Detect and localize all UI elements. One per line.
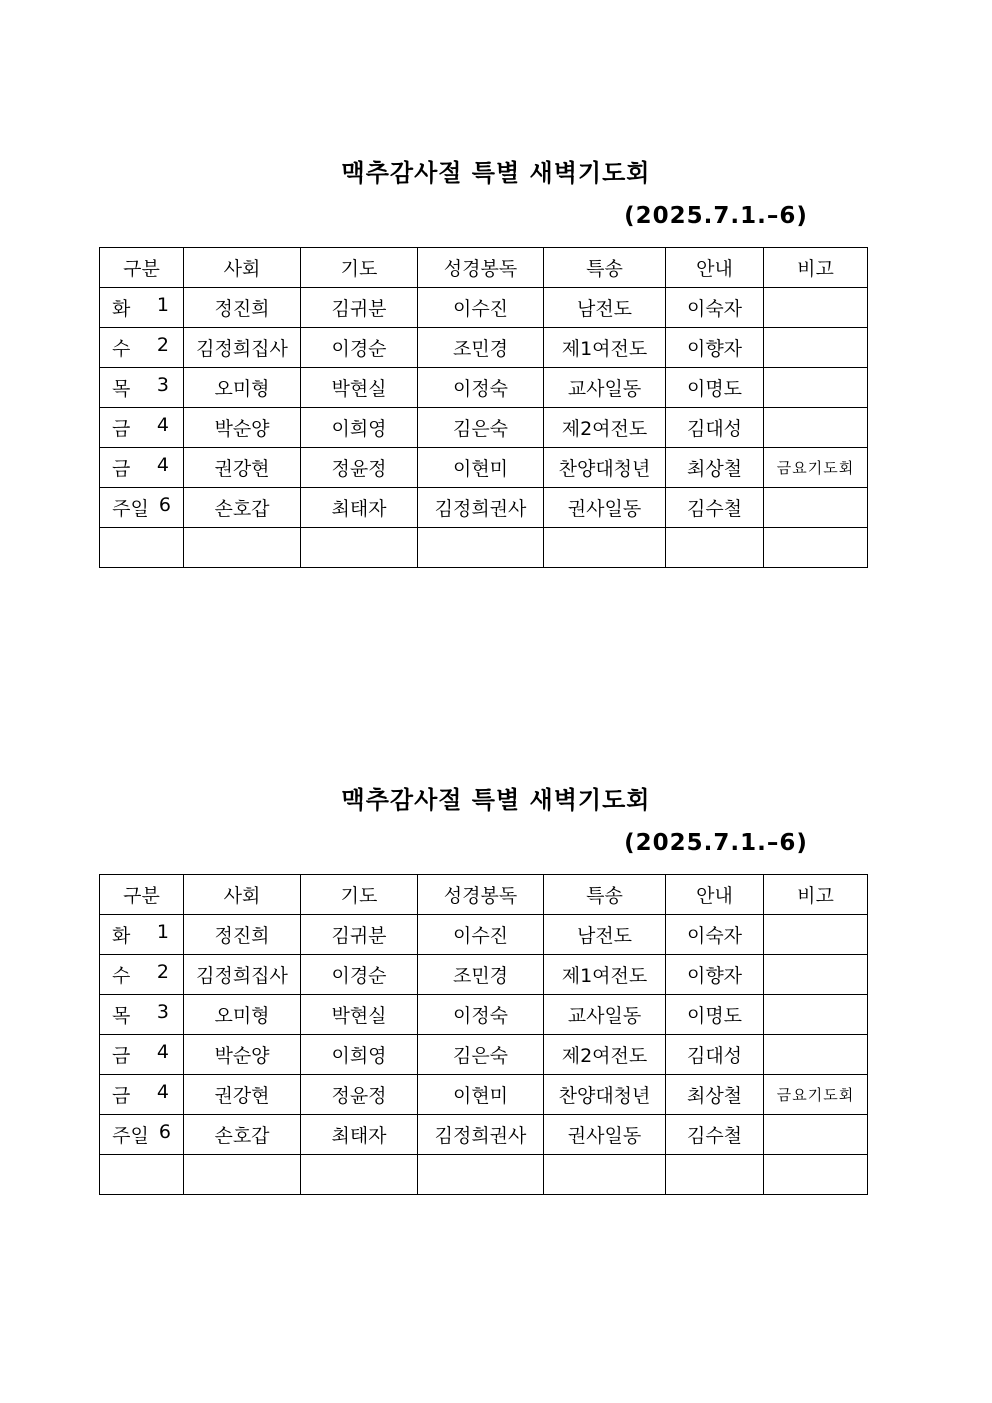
- cell-prayer: 이경순: [301, 328, 418, 368]
- empty-cell: [184, 1155, 301, 1195]
- cell-special-song: 교사일동: [544, 995, 666, 1035]
- header-prayer: 기도: [301, 875, 418, 915]
- cell-special-song: 제2여전도: [544, 1035, 666, 1075]
- empty-cell: [544, 528, 666, 568]
- document-title: 맥추감사절 특별 새벽기도회: [341, 786, 651, 814]
- cell-note: [764, 368, 868, 408]
- schedule-table: [99, 247, 868, 568]
- row-label: [100, 328, 184, 368]
- cell-prayer: 이경순: [301, 955, 418, 995]
- empty-cell: [418, 528, 544, 568]
- row-number: 4: [156, 414, 169, 436]
- cell-reading: 김정희권사: [418, 1115, 544, 1155]
- cell-note: [764, 1115, 868, 1155]
- header-note: 비고: [764, 248, 868, 288]
- cell-reading: 김은숙: [418, 408, 544, 448]
- row-day: 화: [112, 925, 131, 947]
- table-row: [100, 1115, 868, 1155]
- cell-usher: 김대성: [666, 1035, 764, 1075]
- cell-prayer: 정윤정: [301, 448, 418, 488]
- cell-usher: 최상철: [666, 1075, 764, 1115]
- cell-reading: 조민경: [418, 955, 544, 995]
- row-number: 4: [156, 1041, 169, 1063]
- cell-special-song: 남전도: [544, 288, 666, 328]
- cell-prayer: 최태자: [301, 488, 418, 528]
- cell-usher: 이향자: [666, 955, 764, 995]
- cell-reading: 김정희권사: [418, 488, 544, 528]
- cell-prayer: 박현실: [301, 995, 418, 1035]
- cell-usher: 김수철: [666, 1115, 764, 1155]
- row-day: 금: [112, 1045, 131, 1067]
- header-category: 구분: [100, 248, 184, 288]
- cell-note: 금요기도회: [764, 1075, 868, 1115]
- cell-prayer: 김귀분: [301, 288, 418, 328]
- cell-host: 김정희집사: [184, 328, 301, 368]
- cell-special-song: 권사일동: [544, 488, 666, 528]
- cell-usher: 이숙자: [666, 915, 764, 955]
- header-usher: 안내: [666, 875, 764, 915]
- cell-prayer: 최태자: [301, 1115, 418, 1155]
- cell-usher: 김수철: [666, 488, 764, 528]
- row-label: [100, 488, 184, 528]
- row-day: 금: [112, 418, 131, 440]
- row-label: [100, 288, 184, 328]
- header-prayer: 기도: [301, 248, 418, 288]
- table-row: [100, 368, 868, 408]
- cell-host: 권강현: [184, 448, 301, 488]
- cell-usher: 이숙자: [666, 288, 764, 328]
- cell-reading: 조민경: [418, 328, 544, 368]
- row-day: 수: [112, 338, 131, 360]
- cell-reading: 이현미: [418, 448, 544, 488]
- empty-cell: [764, 528, 868, 568]
- table-row: [100, 995, 868, 1035]
- table-row: [100, 955, 868, 995]
- cell-note: [764, 408, 868, 448]
- row-label: [100, 995, 184, 1035]
- cell-reading: 김은숙: [418, 1035, 544, 1075]
- empty-cell: [764, 1155, 868, 1195]
- cell-host: 손호갑: [184, 488, 301, 528]
- empty-cell: [100, 1155, 184, 1195]
- table-row: [100, 1075, 868, 1115]
- header-reading: 성경봉독: [418, 875, 544, 915]
- table-row: [100, 328, 868, 368]
- date-range: (2025.7.1.–6): [624, 830, 808, 856]
- row-number: 4: [156, 454, 169, 476]
- row-number: 3: [156, 374, 169, 396]
- cell-reading: 이수진: [418, 915, 544, 955]
- row-number: 2: [156, 334, 169, 356]
- row-number: 6: [158, 494, 171, 516]
- row-label: [100, 915, 184, 955]
- cell-special-song: 권사일동: [544, 1115, 666, 1155]
- empty-cell: [100, 528, 184, 568]
- row-number: 1: [156, 294, 169, 316]
- header-row: [100, 875, 868, 915]
- cell-special-song: 찬양대청년: [544, 448, 666, 488]
- row-day: 금: [112, 458, 131, 480]
- row-number: 3: [156, 1001, 169, 1023]
- cell-special-song: 교사일동: [544, 368, 666, 408]
- cell-reading: 이정숙: [418, 995, 544, 1035]
- cell-special-song: 제2여전도: [544, 408, 666, 448]
- row-label: [100, 1115, 184, 1155]
- header-reading: 성경봉독: [418, 248, 544, 288]
- row-day: 금: [112, 1085, 131, 1107]
- cell-host: 정진희: [184, 915, 301, 955]
- header-special-song: 특송: [544, 875, 666, 915]
- cell-reading: 이수진: [418, 288, 544, 328]
- row-number: 6: [158, 1121, 171, 1143]
- row-label: [100, 368, 184, 408]
- cell-prayer: 정윤정: [301, 1075, 418, 1115]
- cell-host: 김정희집사: [184, 955, 301, 995]
- cell-special-song: 남전도: [544, 915, 666, 955]
- cell-prayer: 김귀분: [301, 915, 418, 955]
- cell-note: 금요기도회: [764, 448, 868, 488]
- row-day: 목: [112, 378, 131, 400]
- table-row: [100, 408, 868, 448]
- table-row: [100, 915, 868, 955]
- schedule-table: [99, 874, 868, 1195]
- row-label: [100, 955, 184, 995]
- table-row: [100, 448, 868, 488]
- row-label: [100, 448, 184, 488]
- table-row: [100, 1035, 868, 1075]
- cell-prayer: 이희영: [301, 408, 418, 448]
- document-title: 맥추감사절 특별 새벽기도회: [341, 159, 651, 187]
- cell-prayer: 박현실: [301, 368, 418, 408]
- cell-host: 오미형: [184, 368, 301, 408]
- empty-cell: [301, 1155, 418, 1195]
- cell-host: 박순양: [184, 408, 301, 448]
- header-host: 사회: [184, 248, 301, 288]
- cell-note: [764, 1035, 868, 1075]
- row-day: 주일: [112, 1125, 149, 1147]
- cell-usher: 이향자: [666, 328, 764, 368]
- cell-prayer: 이희영: [301, 1035, 418, 1075]
- cell-reading: 이현미: [418, 1075, 544, 1115]
- cell-host: 손호갑: [184, 1115, 301, 1155]
- row-day: 화: [112, 298, 131, 320]
- row-number: 1: [156, 921, 169, 943]
- cell-host: 권강현: [184, 1075, 301, 1115]
- cell-note: [764, 328, 868, 368]
- cell-usher: 이명도: [666, 995, 764, 1035]
- empty-cell: [666, 1155, 764, 1195]
- row-label: [100, 1035, 184, 1075]
- header-usher: 안내: [666, 248, 764, 288]
- cell-note: [764, 488, 868, 528]
- row-day: 목: [112, 1005, 131, 1027]
- header-host: 사회: [184, 875, 301, 915]
- row-number: 4: [156, 1081, 169, 1103]
- empty-cell: [666, 528, 764, 568]
- row-number: 2: [156, 961, 169, 983]
- empty-cell: [544, 1155, 666, 1195]
- cell-note: [764, 995, 868, 1035]
- table-row: [100, 488, 868, 528]
- table-row-empty: [100, 528, 868, 568]
- cell-host: 오미형: [184, 995, 301, 1035]
- cell-note: [764, 288, 868, 328]
- cell-host: 박순양: [184, 1035, 301, 1075]
- table-row-empty: [100, 1155, 868, 1195]
- empty-cell: [301, 528, 418, 568]
- cell-note: [764, 955, 868, 995]
- header-special-song: 특송: [544, 248, 666, 288]
- cell-note: [764, 915, 868, 955]
- cell-usher: 이명도: [666, 368, 764, 408]
- cell-special-song: 제1여전도: [544, 955, 666, 995]
- row-label: [100, 1075, 184, 1115]
- cell-usher: 최상철: [666, 448, 764, 488]
- cell-reading: 이정숙: [418, 368, 544, 408]
- cell-special-song: 찬양대청년: [544, 1075, 666, 1115]
- empty-cell: [184, 528, 301, 568]
- header-note: 비고: [764, 875, 868, 915]
- row-label: [100, 408, 184, 448]
- cell-special-song: 제1여전도: [544, 328, 666, 368]
- date-range: (2025.7.1.–6): [624, 203, 808, 229]
- table-row: [100, 288, 868, 328]
- cell-host: 정진희: [184, 288, 301, 328]
- row-day: 주일: [112, 498, 149, 520]
- header-row: [100, 248, 868, 288]
- row-day: 수: [112, 965, 131, 987]
- empty-cell: [418, 1155, 544, 1195]
- cell-usher: 김대성: [666, 408, 764, 448]
- header-category: 구분: [100, 875, 184, 915]
